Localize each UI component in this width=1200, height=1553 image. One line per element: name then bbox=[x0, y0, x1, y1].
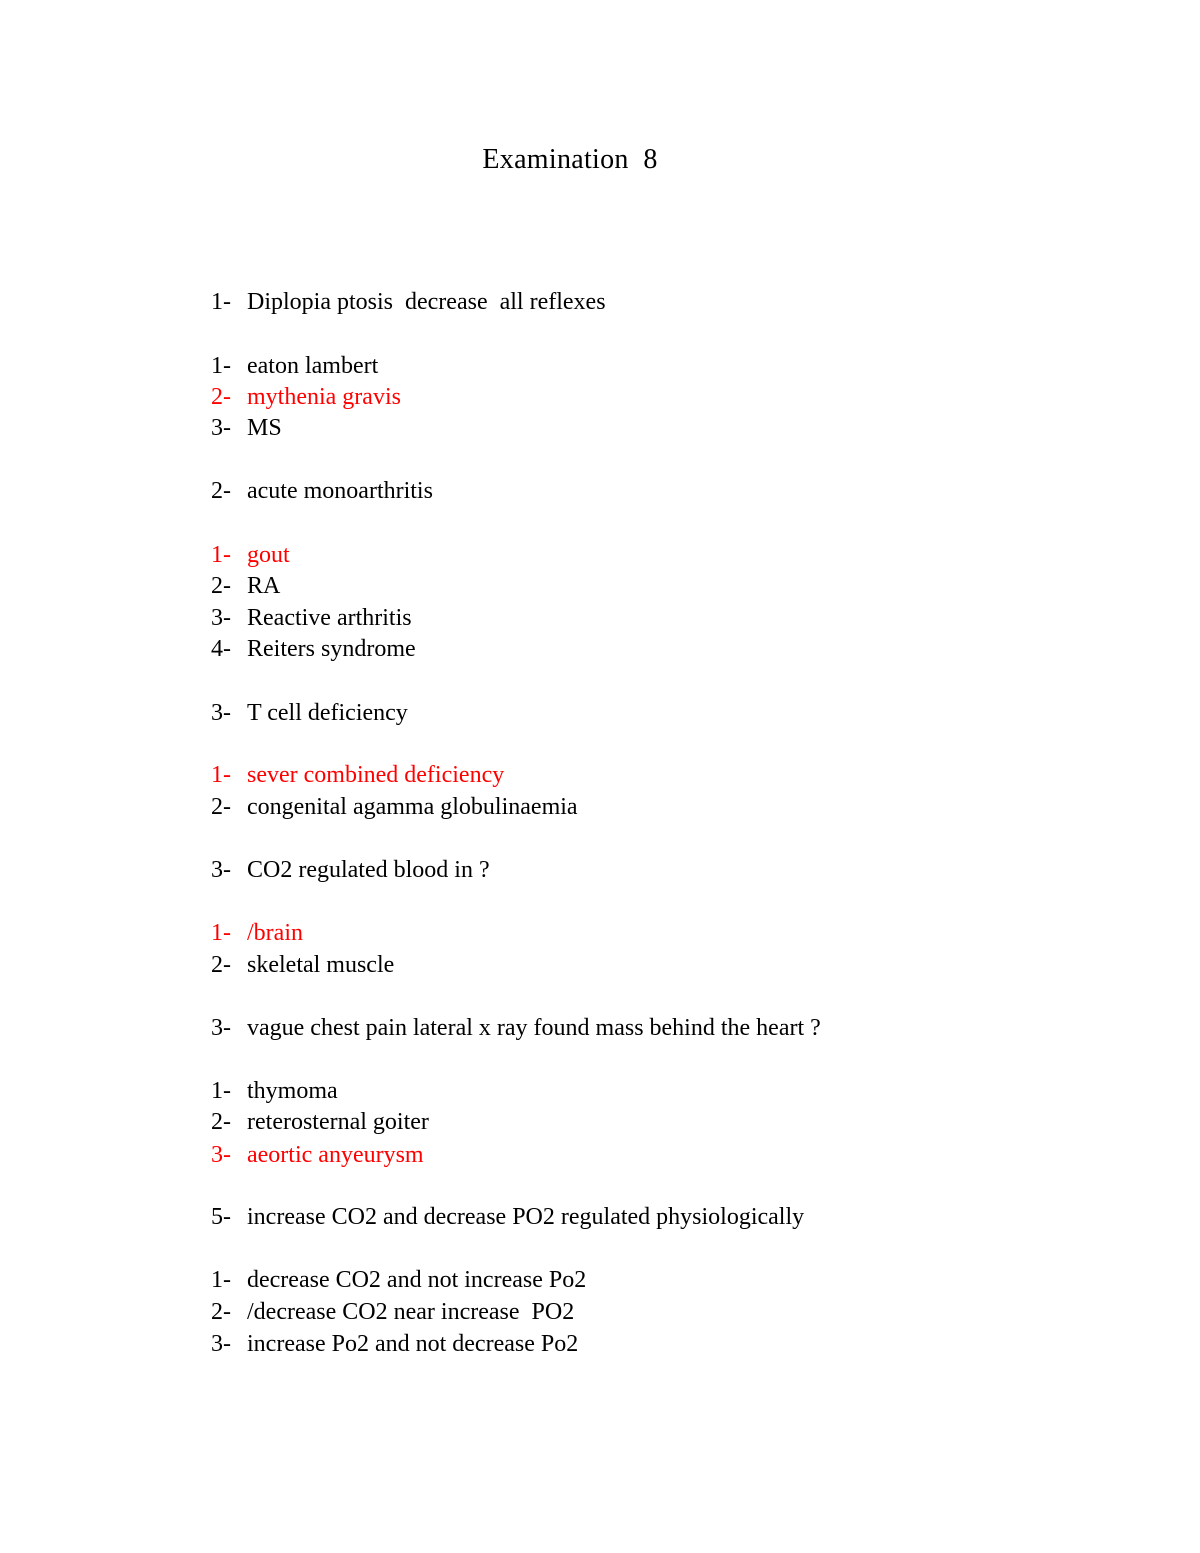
question-3-option-2 bbox=[211, 791, 578, 823]
question-5 bbox=[211, 1012, 821, 1044]
option-text: eaton lambert bbox=[247, 353, 379, 379]
question-5-option-1 bbox=[211, 1075, 338, 1107]
question-number: 5- bbox=[211, 1204, 231, 1230]
question-5-option-2 bbox=[211, 1106, 429, 1138]
question-6-option-2 bbox=[211, 1296, 574, 1328]
option-number: 1- bbox=[211, 1267, 231, 1293]
question-1-option-2-answer bbox=[211, 381, 401, 413]
option-number: 4- bbox=[211, 636, 231, 662]
option-text: decrease CO2 and not increase Po2 bbox=[247, 1267, 587, 1293]
option-text: mythenia gravis bbox=[247, 384, 401, 410]
option-number: 2- bbox=[211, 384, 231, 410]
question-4-option-2 bbox=[211, 949, 394, 981]
option-text: /brain bbox=[247, 920, 303, 946]
question-3 bbox=[211, 697, 408, 729]
question-6 bbox=[211, 1201, 804, 1233]
question-1 bbox=[211, 286, 606, 318]
question-2-option-2 bbox=[211, 570, 280, 602]
option-number: 2- bbox=[211, 1109, 231, 1135]
question-5-option-3-answer bbox=[211, 1139, 424, 1171]
option-number: 1- bbox=[211, 920, 231, 946]
question-number: 2- bbox=[211, 478, 231, 504]
option-text: thymoma bbox=[247, 1078, 338, 1104]
question-2-option-4 bbox=[211, 633, 416, 665]
question-number: 3- bbox=[211, 1015, 231, 1041]
option-number: 3- bbox=[211, 1142, 231, 1168]
option-number: 1- bbox=[211, 1078, 231, 1104]
question-6-option-3 bbox=[211, 1328, 578, 1360]
option-text: aeortic anyeurysm bbox=[247, 1142, 424, 1168]
question-text: vague chest pain lateral x ray found mass behind the heart ? bbox=[247, 1015, 821, 1041]
option-text: MS bbox=[247, 415, 282, 441]
question-6-option-1 bbox=[211, 1264, 586, 1296]
option-number: 1- bbox=[211, 353, 231, 379]
option-number: 2- bbox=[211, 1299, 231, 1325]
question-1-option-3 bbox=[211, 412, 282, 444]
option-text: gout bbox=[247, 542, 290, 568]
question-4 bbox=[211, 854, 490, 886]
question-2 bbox=[211, 475, 433, 507]
option-text: /decrease CO2 near increase PO2 bbox=[247, 1299, 575, 1325]
option-text: sever combined deficiency bbox=[247, 762, 505, 788]
question-text: acute monoarthritis bbox=[247, 478, 433, 504]
option-text: reterosternal goiter bbox=[247, 1109, 429, 1135]
option-number: 1- bbox=[211, 542, 231, 568]
question-number: 1- bbox=[211, 289, 231, 315]
option-number: 2- bbox=[211, 952, 231, 978]
question-text: increase CO2 and decrease PO2 regulated physiologically bbox=[247, 1204, 805, 1230]
option-number: 2- bbox=[211, 573, 231, 599]
option-number: 3- bbox=[211, 415, 231, 441]
question-number: 3- bbox=[211, 857, 231, 883]
option-text: Reactive arthritis bbox=[247, 605, 412, 631]
option-number: 2- bbox=[211, 794, 231, 820]
option-text: RA bbox=[247, 573, 281, 599]
option-number: 1- bbox=[211, 762, 231, 788]
page-title: Examination 8 bbox=[482, 144, 658, 175]
question-text: CO2 regulated blood in ? bbox=[247, 857, 490, 883]
question-number: 3- bbox=[211, 700, 231, 726]
option-text: skeletal muscle bbox=[247, 952, 395, 978]
option-text: increase Po2 and not decrease Po2 bbox=[247, 1331, 579, 1357]
question-4-option-1-answer bbox=[211, 917, 303, 949]
question-text: Diplopia ptosis decrease all reflexes bbox=[247, 289, 606, 315]
question-text: T cell deficiency bbox=[247, 700, 408, 726]
option-number: 3- bbox=[211, 605, 231, 631]
question-1-option-1 bbox=[211, 350, 378, 382]
option-text: congenital agamma globulinaemia bbox=[247, 794, 578, 820]
question-2-option-1-answer bbox=[211, 539, 290, 571]
question-3-option-1-answer bbox=[211, 759, 504, 791]
question-2-option-3 bbox=[211, 602, 412, 634]
option-text: Reiters syndrome bbox=[247, 636, 416, 662]
option-number: 3- bbox=[211, 1331, 231, 1357]
